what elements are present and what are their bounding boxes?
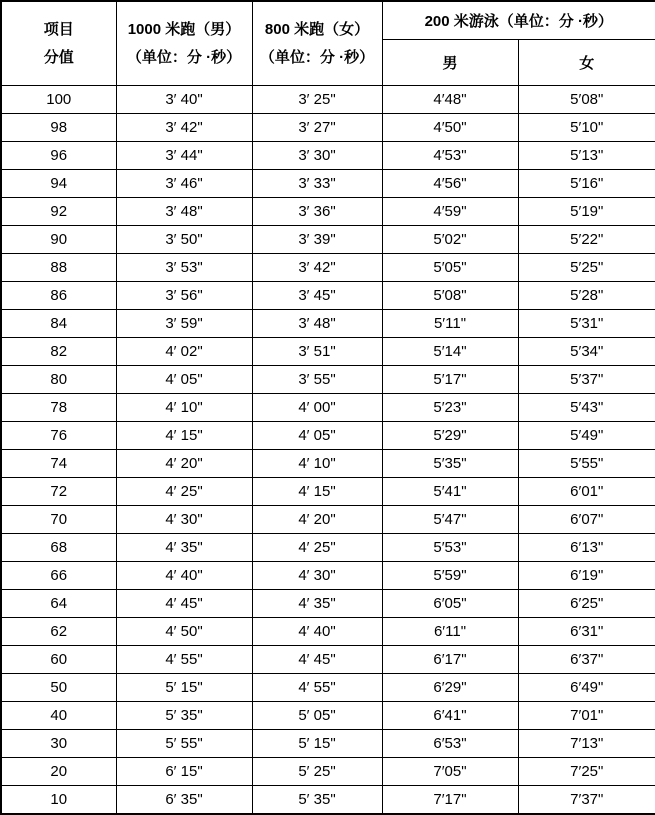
table-body — [1, 85, 655, 814]
score-cell: 72 — [1, 477, 116, 505]
time-cell: 6′49" — [518, 673, 655, 701]
table-row — [1, 589, 655, 617]
time-cell: 4′ 55" — [252, 673, 382, 701]
time-cell: 4′ 30" — [116, 505, 252, 533]
header-run-male-unit: （单位：分 ·秒） — [126, 48, 242, 66]
time-cell: 3′ 25" — [252, 85, 382, 113]
time-cell: 5′41" — [382, 477, 518, 505]
score-cell: 66 — [1, 561, 116, 589]
time-cell: 3′ 59" — [116, 309, 252, 337]
time-cell: 5′ 35" — [116, 701, 252, 729]
table-row — [1, 505, 655, 533]
table-row — [1, 701, 655, 729]
time-cell: 5′22" — [518, 225, 655, 253]
table-row — [1, 253, 655, 281]
table-row — [1, 197, 655, 225]
time-cell: 3′ 36" — [252, 197, 382, 225]
score-cell: 64 — [1, 589, 116, 617]
score-cell: 94 — [1, 169, 116, 197]
time-cell: 6′01" — [518, 477, 655, 505]
header-swim-female: 女 — [518, 39, 655, 85]
score-cell: 76 — [1, 421, 116, 449]
time-cell: 4′ 05" — [252, 421, 382, 449]
score-cell: 50 — [1, 673, 116, 701]
time-cell: 4′50" — [382, 113, 518, 141]
time-cell: 3′ 42" — [116, 113, 252, 141]
time-cell: 4′ 55" — [116, 645, 252, 673]
table-row — [1, 561, 655, 589]
time-cell: 6′37" — [518, 645, 655, 673]
score-cell: 100 — [1, 85, 116, 113]
table-row — [1, 729, 655, 757]
time-cell: 3′ 42" — [252, 253, 382, 281]
time-cell: 4′ 10" — [252, 449, 382, 477]
score-cell: 30 — [1, 729, 116, 757]
time-cell: 4′ 15" — [116, 421, 252, 449]
table-row — [1, 785, 655, 814]
time-cell: 4′ 50" — [116, 617, 252, 645]
table-header — [1, 1, 655, 85]
time-cell: 4′ 20" — [116, 449, 252, 477]
time-cell: 3′ 27" — [252, 113, 382, 141]
time-cell: 4′ 25" — [252, 533, 382, 561]
time-cell: 7′05" — [382, 757, 518, 785]
time-cell: 6′ 35" — [116, 785, 252, 814]
time-cell: 6′29" — [382, 673, 518, 701]
time-cell: 5′14" — [382, 337, 518, 365]
time-cell: 5′ 25" — [252, 757, 382, 785]
score-cell: 62 — [1, 617, 116, 645]
time-cell: 5′11" — [382, 309, 518, 337]
time-cell: 4′ 40" — [116, 561, 252, 589]
time-cell: 6′ 15" — [116, 757, 252, 785]
time-cell: 4′59" — [382, 197, 518, 225]
time-cell: 5′17" — [382, 365, 518, 393]
score-cell: 84 — [1, 309, 116, 337]
time-cell: 4′ 45" — [252, 645, 382, 673]
table-row — [1, 309, 655, 337]
table-row — [1, 645, 655, 673]
time-cell: 5′05" — [382, 253, 518, 281]
table-row — [1, 113, 655, 141]
table-row — [1, 757, 655, 785]
time-cell: 3′ 30" — [252, 141, 382, 169]
time-cell: 5′13" — [518, 141, 655, 169]
table-row — [1, 85, 655, 113]
score-cell: 88 — [1, 253, 116, 281]
score-cell: 92 — [1, 197, 116, 225]
time-cell: 4′53" — [382, 141, 518, 169]
time-cell: 5′ 35" — [252, 785, 382, 814]
time-cell: 5′19" — [518, 197, 655, 225]
time-cell: 4′ 15" — [252, 477, 382, 505]
time-cell: 5′35" — [382, 449, 518, 477]
time-cell: 3′ 40" — [116, 85, 252, 113]
time-cell: 4′ 45" — [116, 589, 252, 617]
table-row — [1, 365, 655, 393]
time-cell: 3′ 39" — [252, 225, 382, 253]
time-cell: 3′ 45" — [252, 281, 382, 309]
table-row — [1, 673, 655, 701]
score-cell: 74 — [1, 449, 116, 477]
time-cell: 4′ 25" — [116, 477, 252, 505]
header-score-label: 分值 — [43, 48, 74, 66]
time-cell: 7′13" — [518, 729, 655, 757]
table-row — [1, 169, 655, 197]
time-cell: 4′ 30" — [252, 561, 382, 589]
score-cell: 86 — [1, 281, 116, 309]
header-run-male — [116, 1, 252, 85]
table-row — [1, 141, 655, 169]
score-cell: 10 — [1, 785, 116, 814]
time-cell: 4′ 35" — [116, 533, 252, 561]
score-cell: 82 — [1, 337, 116, 365]
time-cell: 7′37" — [518, 785, 655, 814]
time-cell: 5′08" — [518, 85, 655, 113]
time-cell: 5′ 15" — [252, 729, 382, 757]
time-cell: 5′16" — [518, 169, 655, 197]
time-cell: 5′ 55" — [116, 729, 252, 757]
header-swim: 200 米游泳（单位：分 ·秒） — [382, 1, 655, 39]
score-cell: 78 — [1, 393, 116, 421]
time-cell: 5′10" — [518, 113, 655, 141]
table-row — [1, 477, 655, 505]
table-row — [1, 225, 655, 253]
time-cell: 5′08" — [382, 281, 518, 309]
time-cell: 6′31" — [518, 617, 655, 645]
time-cell: 4′ 40" — [252, 617, 382, 645]
time-cell: 6′19" — [518, 561, 655, 589]
table-row — [1, 337, 655, 365]
time-cell: 5′31" — [518, 309, 655, 337]
time-cell: 5′02" — [382, 225, 518, 253]
header-run-female — [252, 1, 382, 85]
time-cell: 5′55" — [518, 449, 655, 477]
time-cell: 7′25" — [518, 757, 655, 785]
header-swim-male: 男 — [382, 39, 518, 85]
time-cell: 3′ 55" — [252, 365, 382, 393]
time-cell: 5′59" — [382, 561, 518, 589]
time-cell: 6′17" — [382, 645, 518, 673]
time-cell: 3′ 33" — [252, 169, 382, 197]
time-cell: 6′53" — [382, 729, 518, 757]
time-cell: 6′13" — [518, 533, 655, 561]
table-row — [1, 421, 655, 449]
score-cell: 98 — [1, 113, 116, 141]
time-cell: 5′53" — [382, 533, 518, 561]
score-cell: 70 — [1, 505, 116, 533]
time-cell: 5′25" — [518, 253, 655, 281]
time-cell: 5′37" — [518, 365, 655, 393]
score-cell: 60 — [1, 645, 116, 673]
time-cell: 4′48" — [382, 85, 518, 113]
time-cell: 3′ 50" — [116, 225, 252, 253]
time-cell: 5′28" — [518, 281, 655, 309]
score-cell: 40 — [1, 701, 116, 729]
header-item-score — [1, 1, 116, 85]
time-cell: 3′ 48" — [116, 197, 252, 225]
time-cell: 5′34" — [518, 337, 655, 365]
table-row — [1, 281, 655, 309]
table-row — [1, 533, 655, 561]
score-cell: 68 — [1, 533, 116, 561]
score-cell: 80 — [1, 365, 116, 393]
table-row — [1, 449, 655, 477]
time-cell: 6′25" — [518, 589, 655, 617]
time-cell: 7′17" — [382, 785, 518, 814]
time-cell: 4′ 00" — [252, 393, 382, 421]
time-cell: 5′ 05" — [252, 701, 382, 729]
header-run-male-title: 1000 米跑（男） — [127, 20, 241, 38]
time-cell: 3′ 53" — [116, 253, 252, 281]
time-cell: 7′01" — [518, 701, 655, 729]
table-row — [1, 617, 655, 645]
header-run-female-unit: （单位：分 ·秒） — [259, 48, 375, 66]
score-cell: 96 — [1, 141, 116, 169]
score-cell: 20 — [1, 757, 116, 785]
time-cell: 6′11" — [382, 617, 518, 645]
time-cell: 6′05" — [382, 589, 518, 617]
score-cell: 90 — [1, 225, 116, 253]
time-cell: 4′ 20" — [252, 505, 382, 533]
time-cell: 4′ 05" — [116, 365, 252, 393]
time-cell: 5′29" — [382, 421, 518, 449]
header-run-female-title: 800 米跑（女） — [264, 20, 370, 38]
time-cell: 4′ 10" — [116, 393, 252, 421]
time-cell: 3′ 48" — [252, 309, 382, 337]
time-cell: 3′ 51" — [252, 337, 382, 365]
time-cell: 3′ 56" — [116, 281, 252, 309]
time-cell: 4′ 35" — [252, 589, 382, 617]
time-cell: 6′41" — [382, 701, 518, 729]
time-cell: 5′ 15" — [116, 673, 252, 701]
time-cell: 6′07" — [518, 505, 655, 533]
time-cell: 5′43" — [518, 393, 655, 421]
table-row — [1, 393, 655, 421]
time-cell: 3′ 44" — [116, 141, 252, 169]
time-cell: 4′56" — [382, 169, 518, 197]
time-cell: 4′ 02" — [116, 337, 252, 365]
time-cell: 3′ 46" — [116, 169, 252, 197]
time-cell: 5′49" — [518, 421, 655, 449]
time-cell: 5′23" — [382, 393, 518, 421]
header-item-label: 项目 — [43, 20, 74, 38]
time-cell: 5′47" — [382, 505, 518, 533]
